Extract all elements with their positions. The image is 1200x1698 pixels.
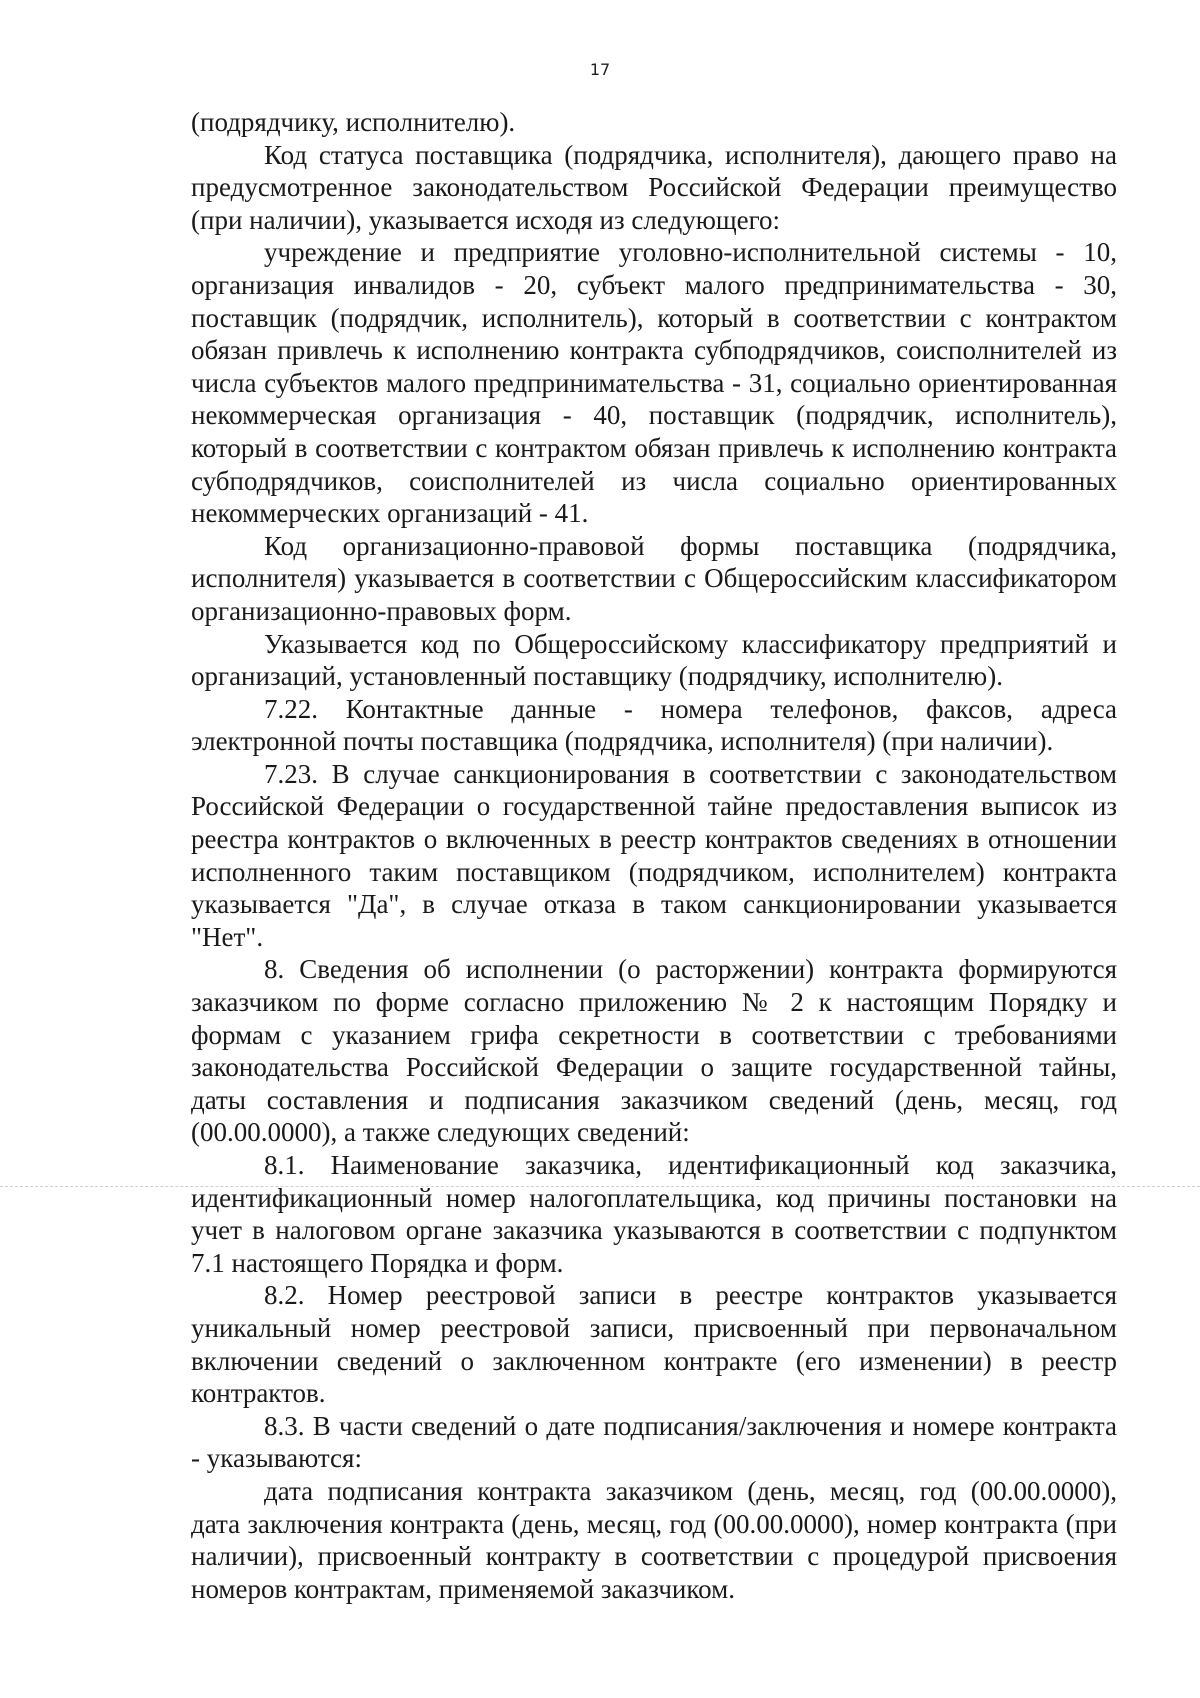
paragraph-8: 8. Сведения об исполнении (о расторжении) контракта формируются заказчиком по форме согласно приложению № 2 к настоящим Порядку и формам с указанием грифа секретности в соответствии с требованиями законодательства Российской Федерации о защите государственной тайны, даты составления и подписания заказчиком сведений (день, месяц, год (00.00.0000), а также следующих сведений: — [191, 954, 1117, 1148]
paragraph-7-22: 7.22. Контактные данные - номера телефонов, факсов, адреса электронной почты поставщика (подрядчика, исполнителя) (при наличии). — [191, 693, 1117, 757]
paragraph-7-23: 7.23. В случае санкционирования в соответствии с законодательством Российской Федерации о государственной тайне предоставления выписок из реестра контрактов о включенных в реестр контрактов сведениях в отношении исполненного таким поставщиком (подрядчиком, исполнителем) контракта указывается "Да", в случае отказа в таком санкционировании указывается "Нет". — [191, 758, 1117, 952]
page-number: 17 — [589, 60, 611, 79]
paragraph-8-2: 8.2. Номер реестровой записи в реестре контрактов указывается уникальный номер реестровой записи, присвоенный при первоначальном включении сведений о заключенном контракте (его изменении) в реестр контрактов. — [191, 1280, 1117, 1409]
paragraph-status-code: Код статуса поставщика (подрядчика, исполнителя), дающего право на предусмотренное законодательством Российской Федерации преимущество (при наличии), указывается исходя из следующего: — [191, 139, 1117, 235]
paragraph-legal-form-code: Код организационно-правовой формы поставщика (подрядчика, исполнителя) указывается в соответствии с Общероссийским классификатором организационно-правовых форм. — [191, 530, 1117, 626]
paragraph-status-code-list: учреждение и предприятие уголовно-исполнительной системы - 10, организация инвалидов - 20, субъект малого предпринимательства - 30, поставщик (подрядчик, исполнитель), который в соответствии с контрактом обязан привлечь к исполнению контракта субподрядчиков, соисполнителей из числа субъектов малого предпринимательства - 31, социально ориентированная некоммерческая организация - 40, поставщик (подрядчик, исполнитель), который в соответствии с контрактом обязан привлечь к исполнению контракта субподрядчиков, соисполнителей из числа социально ориентированных некоммерческих организаций - 41. — [191, 237, 1117, 529]
document-body — [191, 106, 1117, 1605]
paragraph-8-1: 8.1. Наименование заказчика, идентификационный код заказчика, идентификационный номер налогоплательщика, код причины постановки на учет в налоговом органе заказчика указываются в соответствии с подпунктом 7.1 настоящего Порядка и форм. — [191, 1150, 1117, 1278]
paragraph-8-3-details: дата подписания контракта заказчиком (день, месяц, год (00.00.0000), дата заключения контракта (день, месяц, год (00.00.0000), номер контракта (при наличии), присвоенный контракту в соответствии с процедурой присвоения номеров контрактам, применяемой заказчиком. — [191, 1475, 1117, 1604]
paragraph-continuation: (подрядчику, исполнителю). — [191, 107, 516, 137]
paragraph-8-3: 8.3. В части сведений о дате подписания/заключения и номере контракта - указываются: — [191, 1410, 1117, 1474]
paragraph-okpo-code: Указывается код по Общероссийскому классификатору предприятий и организаций, установленный поставщику (подрядчику, исполнителю). — [191, 628, 1117, 692]
